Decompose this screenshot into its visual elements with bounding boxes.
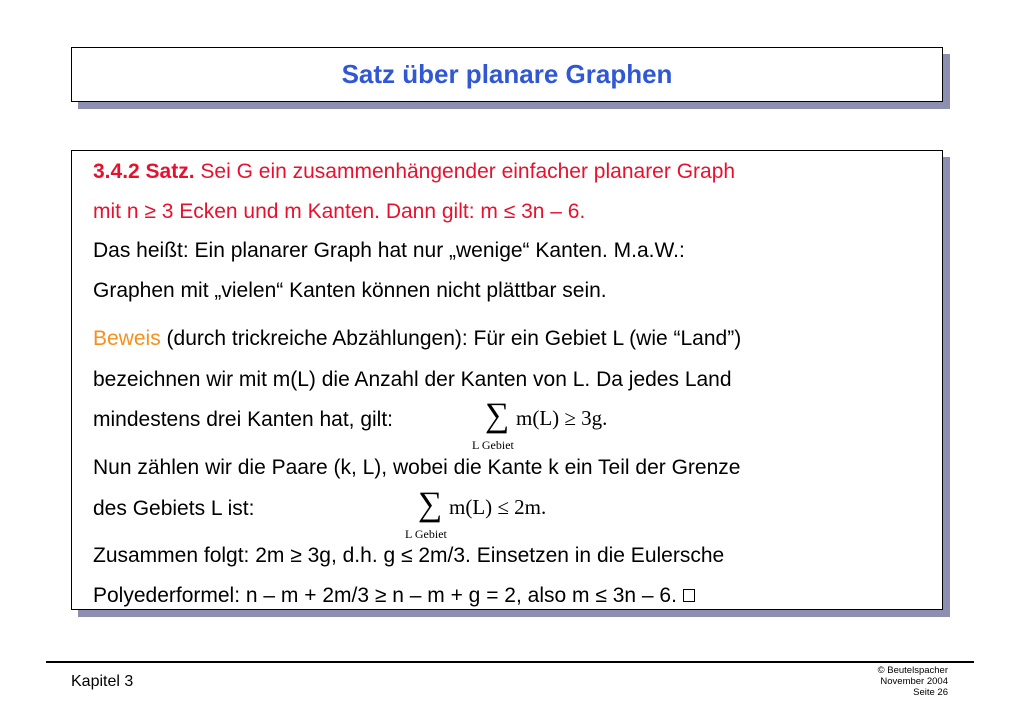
explanation-line-1: Das heißt: Ein planarer Graph hat nur „wenige“ Kanten. M.a.W.: [93, 239, 685, 262]
footer-divider [46, 661, 974, 663]
proof-line-7 [93, 583, 695, 609]
proof-line-6: Zusammen folgt: 2m ≥ 3g, d.h. g ≤ 2m/3. Einsetzen in die Eulersche [93, 544, 725, 567]
content-box [71, 150, 943, 610]
proof-line-2: bezeichnen wir mit m(L) die Anzahl der Kanten von L. Da jedes Land [93, 368, 732, 391]
sum-symbol: ∑ [485, 397, 510, 434]
formula-sum-faces-lower-bound [462, 399, 642, 457]
proof-text-1: (durch trickreiche Abzählungen): Für ein Gebiet L (wie “Land”) [166, 327, 742, 350]
footer-page: Seite 26 [913, 687, 948, 698]
slide-title: Satz über planare Graphen [341, 59, 673, 89]
theorem-label: 3.4.2 Satz. [93, 160, 195, 183]
theorem-line-1 [93, 159, 735, 185]
footer-credits [878, 665, 948, 698]
proof-text-7: Polyederformel: n – m + 2m/3 ≥ n – m + g = 2, also m ≤ 3n – 6. [93, 584, 677, 607]
proof-line-5: des Gebiets L ist: [93, 497, 255, 520]
proof-line-4: Nun zählen wir die Paare (k, L), wobei die Kante k ein Teil der Grenze [93, 456, 741, 479]
footer-date: November 2004 [880, 676, 948, 687]
explanation-line-2: Graphen mit „vielen“ Kanten können nicht plättbar sein. [93, 279, 607, 302]
formula-sum-edges-upper-bound [395, 488, 575, 546]
sum-expression: m(L) ≤ 2m. [449, 495, 547, 519]
footer-copyright: © Beutelspacher [877, 665, 948, 676]
sum-expression: m(L) ≥ 3g. [516, 406, 608, 430]
theorem-text-1: Sei G ein zusammenhängender einfacher planarer Graph [200, 160, 736, 183]
proof-line-3: mindestens drei Kanten hat, gilt: [93, 408, 394, 431]
sum-subscript: L Gebiet [472, 438, 514, 452]
proof-line-1 [93, 326, 741, 352]
sum-symbol: ∑ [418, 486, 443, 523]
theorem-line-2: mit n ≥ 3 Ecken und m Kanten. Dann gilt: m ≤ 3n – 6. [93, 200, 586, 223]
sum-subscript: L Gebiet [405, 527, 447, 541]
footer-chapter: Kapitel 3 [71, 673, 134, 690]
qed-box-icon [683, 589, 695, 602]
proof-label: Beweis [93, 327, 161, 350]
slide-title-box [71, 47, 943, 102]
